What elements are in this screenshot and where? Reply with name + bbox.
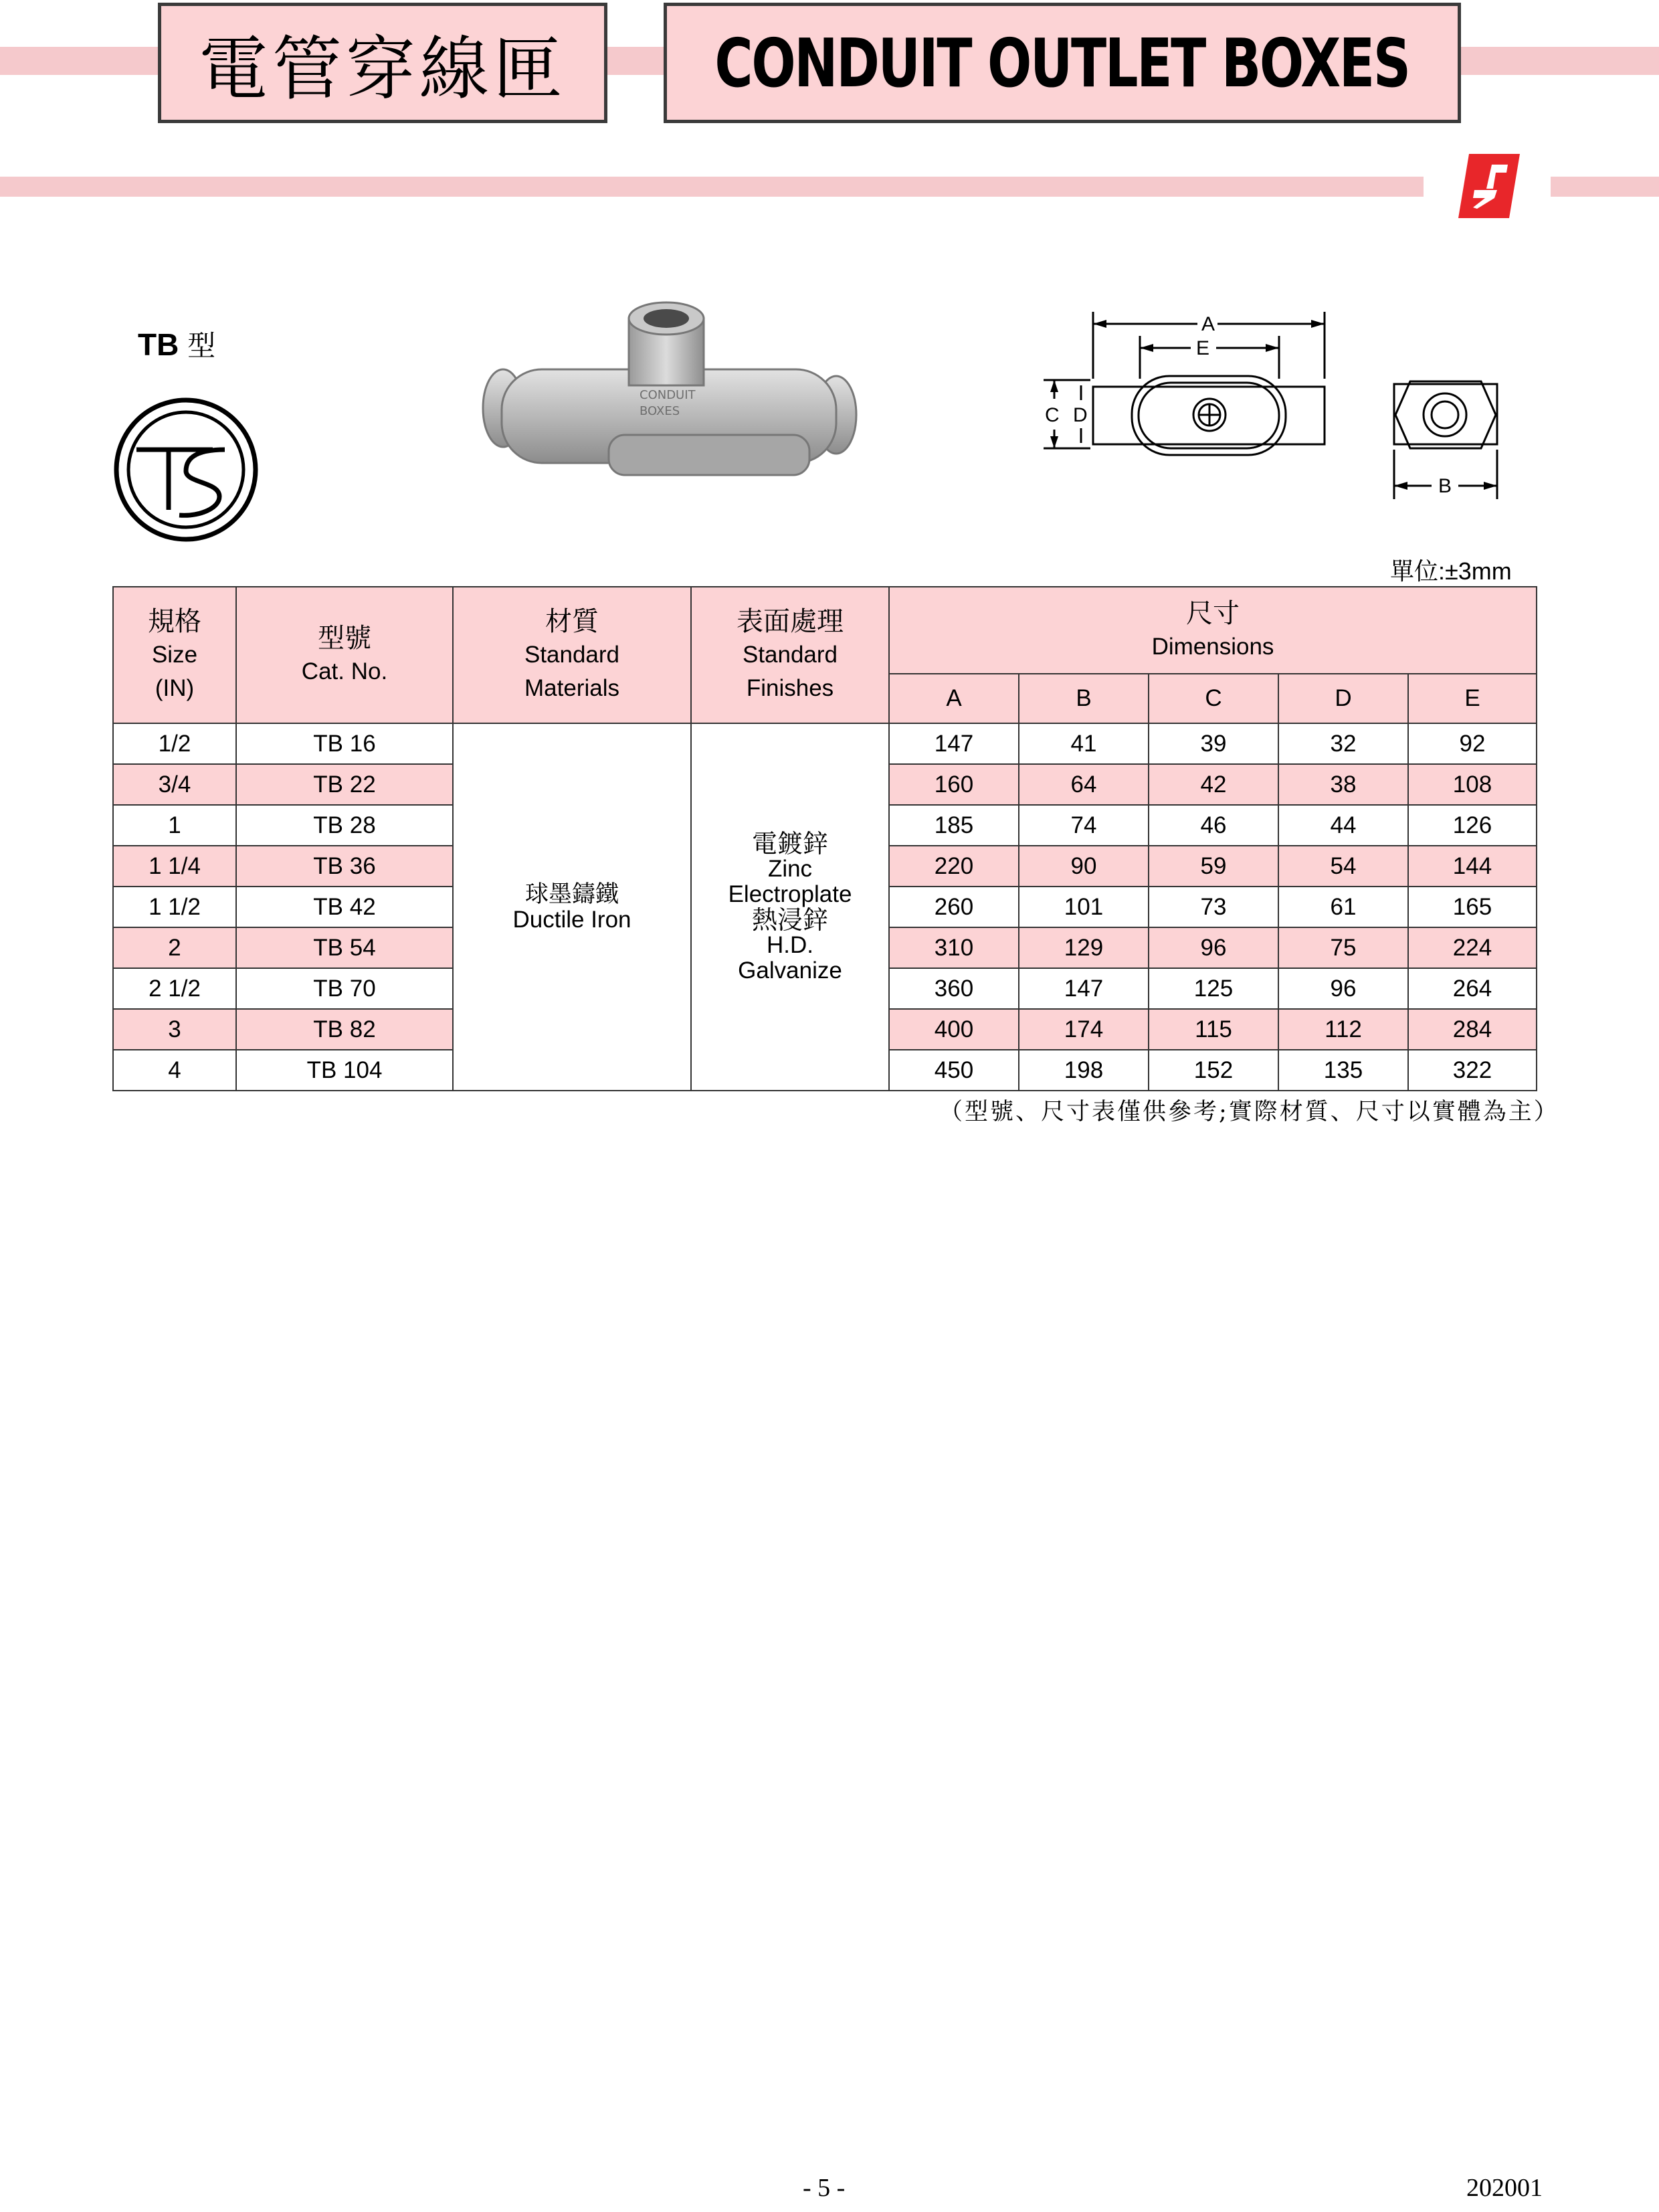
svg-text:CONDUIT: CONDUIT — [640, 388, 696, 402]
cell-dim-c: 59 — [1149, 846, 1278, 887]
cell-dim-d: 44 — [1278, 805, 1408, 846]
header-band-bottom-left — [0, 177, 1424, 197]
cell-cat-no: TB 42 — [236, 887, 453, 927]
cell-dim-c: 73 — [1149, 887, 1278, 927]
cell-dim-e: 264 — [1408, 968, 1537, 1009]
cell-dim-b: 129 — [1019, 927, 1149, 968]
cell-cat-no: TB 104 — [236, 1050, 453, 1091]
cell-dim-b: 147 — [1019, 968, 1149, 1009]
cell-dim-c: 152 — [1149, 1050, 1278, 1091]
cell-dim-d: 112 — [1278, 1009, 1408, 1050]
cell-dim-a: 450 — [889, 1050, 1019, 1091]
cell-dim-d: 32 — [1278, 723, 1408, 764]
header-band-bottom-right — [1551, 177, 1659, 197]
cell-size: 1/2 — [113, 723, 236, 764]
cell-dim-a: 220 — [889, 846, 1019, 887]
cell-dim-a: 185 — [889, 805, 1019, 846]
reference-footnote: （型號、尺寸表僅供參考;實際材質、尺寸以實體為主） — [939, 1099, 1559, 1125]
unit-note: 單位:±3mm — [1390, 557, 1512, 585]
cell-dim-e: 284 — [1408, 1009, 1537, 1050]
table-row — [113, 723, 1537, 764]
header-dim-d: D — [1278, 674, 1408, 723]
cell-dim-b: 74 — [1019, 805, 1149, 846]
cell-cat-no: TB 16 — [236, 723, 453, 764]
cell-dim-b: 64 — [1019, 764, 1149, 805]
cell-dim-e: 322 — [1408, 1050, 1537, 1091]
svg-text:E: E — [1196, 337, 1210, 359]
cell-dim-a: 360 — [889, 968, 1019, 1009]
cell-dim-a: 400 — [889, 1009, 1019, 1050]
brand-logo-icon — [1457, 151, 1521, 221]
cell-dim-e: 126 — [1408, 805, 1537, 846]
cell-cat-no: TB 70 — [236, 968, 453, 1009]
cell-cat-no: TB 36 — [236, 846, 453, 887]
title-english: CONDUIT OUTLET BOXES — [664, 3, 1461, 123]
cell-size: 3 — [113, 1009, 236, 1050]
cell-size: 1 — [113, 805, 236, 846]
cell-dim-a: 160 — [889, 764, 1019, 805]
conduit-box-photo — [475, 294, 863, 509]
cell-dim-b: 101 — [1019, 887, 1149, 927]
header-dim-e: E — [1408, 674, 1537, 723]
cell-cat-no: TB 82 — [236, 1009, 453, 1050]
cell-cat-no: TB 54 — [236, 927, 453, 968]
header-size: 規格 Size (IN) — [113, 587, 236, 723]
cell-dim-d: 75 — [1278, 927, 1408, 968]
cell-dim-b: 198 — [1019, 1050, 1149, 1091]
svg-text:B: B — [1438, 475, 1452, 497]
document-code: 202001 — [1466, 2174, 1543, 2202]
title-chinese: 電管穿線匣 — [158, 3, 607, 123]
page-number: - 5 - — [803, 2174, 846, 2202]
cell-dim-c: 46 — [1149, 805, 1278, 846]
cell-dim-d: 61 — [1278, 887, 1408, 927]
cell-size: 1 1/2 — [113, 887, 236, 927]
cell-dim-e: 108 — [1408, 764, 1537, 805]
cell-size: 1 1/4 — [113, 846, 236, 887]
cell-cat-no: TB 28 — [236, 805, 453, 846]
cell-finish: 電鍍鋅 Zinc Electroplate 熱浸鋅 H.D. Galvanize — [691, 723, 889, 1091]
header-cat-no: 型號 Cat. No. — [236, 587, 453, 723]
cell-size: 3/4 — [113, 764, 236, 805]
cell-dim-e: 92 — [1408, 723, 1537, 764]
header-dim-c: C — [1149, 674, 1278, 723]
header-materials: 材質 Standard Materials — [453, 587, 691, 723]
cell-size: 2 1/2 — [113, 968, 236, 1009]
header-dim-a: A — [889, 674, 1019, 723]
cell-dim-e: 144 — [1408, 846, 1537, 887]
cell-dim-d: 96 — [1278, 968, 1408, 1009]
svg-text:BOXES: BOXES — [640, 404, 680, 418]
cell-size: 2 — [113, 927, 236, 968]
cell-dim-c: 96 — [1149, 927, 1278, 968]
cell-dim-a: 260 — [889, 887, 1019, 927]
svg-text:C: C — [1045, 404, 1060, 426]
spec-table — [112, 586, 1537, 1091]
cell-dim-b: 41 — [1019, 723, 1149, 764]
svg-text:D: D — [1073, 404, 1088, 426]
cell-dim-e: 224 — [1408, 927, 1537, 968]
header-dimensions: 尺寸 Dimensions — [889, 587, 1537, 674]
cell-dim-c: 39 — [1149, 723, 1278, 764]
cell-cat-no: TB 22 — [236, 764, 453, 805]
cell-material: 球墨鑄鐵 Ductile Iron — [453, 723, 691, 1091]
cell-dim-c: 125 — [1149, 968, 1278, 1009]
cell-dim-c: 42 — [1149, 764, 1278, 805]
dimension-drawing — [1017, 298, 1512, 513]
cell-dim-b: 90 — [1019, 846, 1149, 887]
cell-dim-a: 147 — [889, 723, 1019, 764]
cell-size: 4 — [113, 1050, 236, 1091]
cell-dim-d: 135 — [1278, 1050, 1408, 1091]
header-finishes: 表面處理 Standard Finishes — [691, 587, 889, 723]
cell-dim-d: 38 — [1278, 764, 1408, 805]
ts-certification-mark-icon — [112, 396, 260, 543]
header-dim-b: B — [1019, 674, 1149, 723]
cell-dim-b: 174 — [1019, 1009, 1149, 1050]
cell-dim-a: 310 — [889, 927, 1019, 968]
cell-dim-c: 115 — [1149, 1009, 1278, 1050]
svg-text:A: A — [1201, 313, 1215, 335]
cell-dim-e: 165 — [1408, 887, 1537, 927]
cell-dim-d: 54 — [1278, 846, 1408, 887]
model-label: TB 型 — [138, 327, 216, 362]
